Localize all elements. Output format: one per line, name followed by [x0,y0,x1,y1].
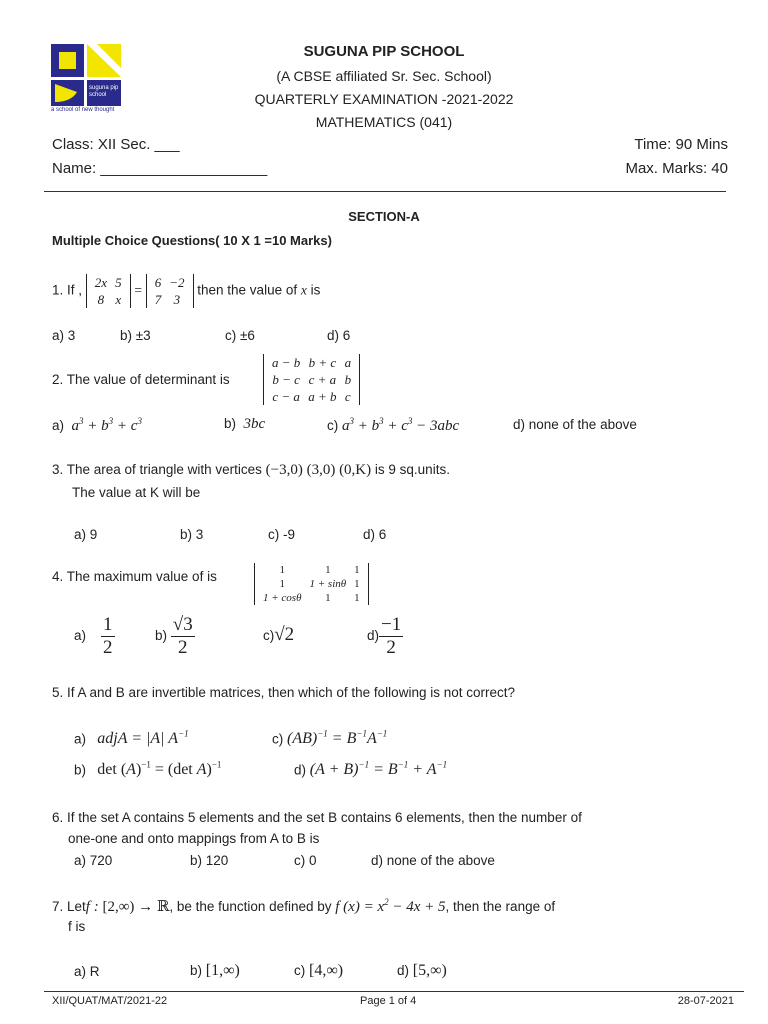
q1-option-b: b) ±3 [120,328,151,343]
q5-option-d: d) $(A + B)^{-1} = B^{-1} + A^{-1}$ [294,760,448,779]
logo-tagline: a school of new thought [51,107,115,113]
q4-option-a: a) $\frac{1}{2}$ [74,614,113,658]
exam-title: QUARTERLY EXAMINATION -2021-2022 [254,91,514,107]
marks-field: Max. Marks: 40 [625,160,728,177]
name-field: Name: ____________________ [52,160,268,177]
q4-determinant: 1 1 1 1 1 + sinθ 1 1 + cosθ 1 1 [254,563,369,605]
q1-option-d: d) 6 [327,328,351,343]
q1-prefix: 1. If , [52,282,83,298]
q1-det-left: 2x 5 8 x [86,274,131,308]
q6-option-a: a) 720 [74,853,113,868]
q1-det-right: 6 −2 7 3 [146,274,194,308]
q7-option-c: c) [4,∞) [294,962,344,979]
q3-option-d: d) 6 [363,527,387,542]
q3-option-b: b) 3 [180,527,204,542]
q3-option-a: a) 9 [74,527,98,542]
section-title: SECTION-A [348,209,420,224]
q2-option-c: c) $a^3 + b^3 + c^3 - 3abc$ [327,416,460,434]
q1-text: then the value of [197,282,298,298]
q4-option-c: c)√2 [263,624,295,645]
q4-text: 4. The maximum value of is [52,569,217,584]
q1-option-c: c) ±6 [225,328,255,343]
q6-option-b: b) 120 [190,853,229,868]
class-field: Class: XII Sec. ___ [52,136,180,153]
q2-option-b: b) 3bc [224,416,266,432]
q4-option-b: b) $\frac{√3}{2}$ [155,614,193,658]
school-name: SUGUNA PIP SCHOOL [303,43,465,60]
affiliation: (A CBSE affiliated Sr. Sec. School) [276,68,492,84]
footer-date: 28-07-2021 [677,995,734,1007]
q2-option-a: a) $a^3 + b^3 + c^3$ [52,416,142,434]
q5-text: 5. If A and B are invertible matrices, then which of the following is not correct? [52,685,515,700]
q4-option-d: d) $\frac{-1}{2}$ [367,614,402,658]
footer-divider [44,991,744,992]
q3-option-c: c) -9 [268,527,295,542]
q7-line2: f is [68,919,86,934]
q6-option-d: d) none of the above [371,853,495,868]
q5-option-c: c) $(AB)^{-1} = B^{-1}A^{-1}$ [272,729,388,748]
time-field: Time: 90 Mins [634,136,728,153]
q1-option-a: a) 3 [52,328,76,343]
q6-line1: 6. If the set A contains 5 elements and the set B contains 6 elements, then the number of [52,810,582,825]
section-subtitle: Multiple Choice Questions( 10 X 1 =10 Marks) [52,233,332,248]
footer-code: XII/QUAT/MAT/2021-22 [52,995,168,1007]
q7-option-d: d) [5,∞) [397,962,447,979]
q2-determinant: a − b b + c a b − c c + a b c − a a + b c [263,354,360,405]
q5-option-a: a) adjA = |A| $A^{-1}$ [74,729,189,748]
q7-option-b: b) [1,∞) [190,962,240,979]
logo-text: suguna pip school [89,85,119,98]
q3-line2: The value at K will be [72,485,201,500]
q7-line1: 7. Letf : [2,∞) → ℝ, be the function defined by f $(x) = x^2 - 4x + 5$, then the range of [52,897,556,915]
q5-option-b: b) $\det (A)^{-1} = (\det$ A)$^{-1}$ [74,760,222,779]
q2-text: 2. The value of determinant is [52,372,230,387]
q3-line1: 3. The area of triangle with vertices (−3,0) (3,0) (0,K) is 9 sq.units. [52,462,450,478]
subject: MATHEMATICS (041) [315,114,453,130]
header-divider [44,191,726,192]
q6-option-c: c) 0 [294,853,317,868]
question-1: 1. If , 2x 5 8 x = 6 −2 7 3 then the value of x is [52,275,321,307]
q6-line2: one-one and onto mappings from A to B is [68,831,320,846]
q7-option-a: a) R [74,964,100,979]
q2-option-d: d) none of the above [513,417,637,432]
footer-page: Page 1 of 4 [360,995,417,1007]
